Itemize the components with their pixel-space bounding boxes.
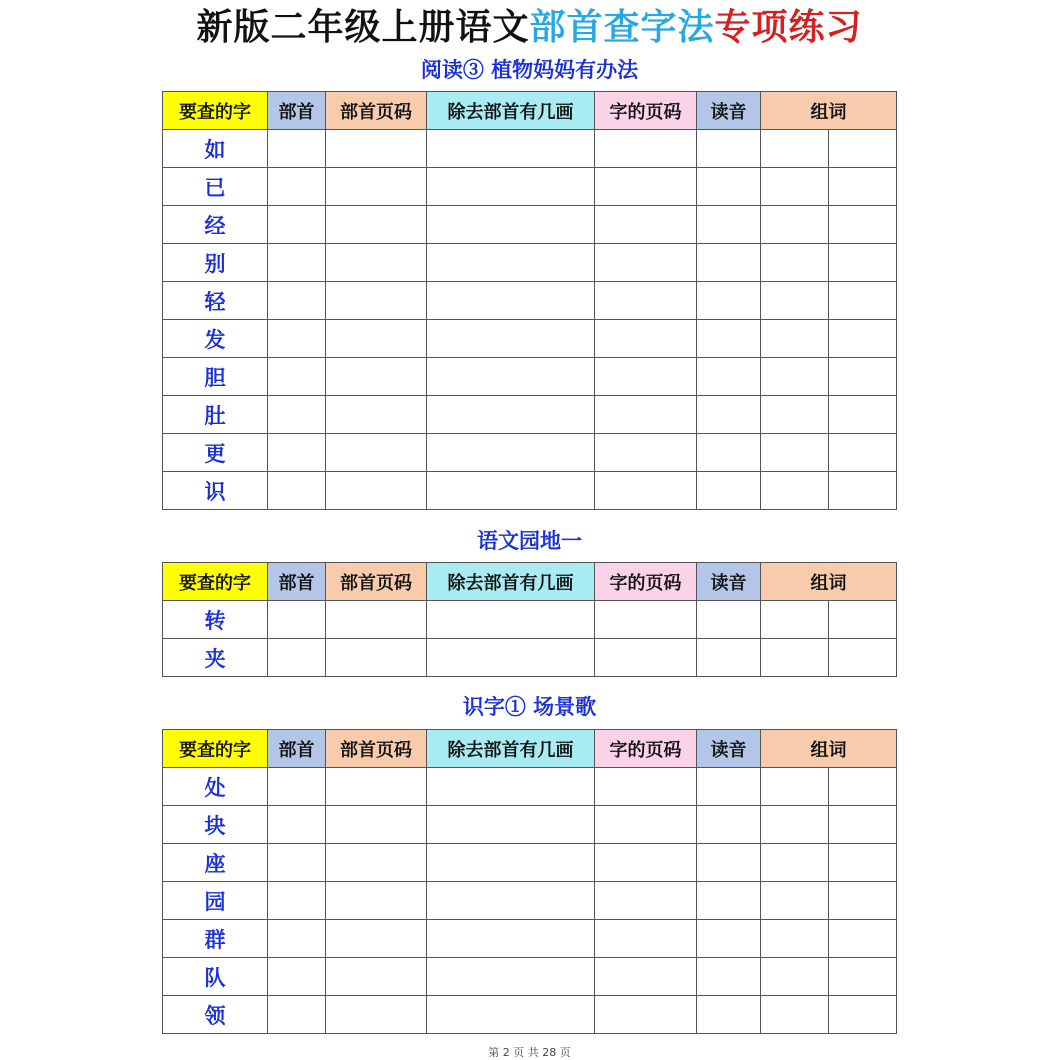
radical-page-cell[interactable]: [326, 958, 427, 996]
header-strokes: 除去部首有几画: [427, 563, 595, 601]
table-row: [163, 639, 897, 677]
char-page-cell[interactable]: [595, 958, 697, 996]
pinyin-cell[interactable]: [697, 472, 761, 510]
table-row: [163, 920, 897, 958]
word-cell-1[interactable]: [761, 639, 829, 677]
strokes-cell[interactable]: [427, 472, 595, 510]
lookup-char: 处: [163, 768, 268, 806]
section-title-2: 语文园地一: [477, 528, 582, 553]
section-title-3: 识字① 场景歌: [462, 694, 597, 719]
worksheet-table-2: [162, 562, 897, 677]
char-page-cell[interactable]: [595, 244, 697, 282]
header-words: 组词: [761, 730, 897, 768]
table-row: [163, 958, 897, 996]
radical-page-cell[interactable]: [326, 472, 427, 510]
radical-cell[interactable]: [268, 130, 326, 168]
header-row: [163, 730, 897, 768]
radical-page-cell[interactable]: [326, 996, 427, 1034]
lookup-char: 已: [163, 168, 268, 206]
table-row: [163, 168, 897, 206]
char-page-cell[interactable]: [595, 882, 697, 920]
radical-page-cell[interactable]: [326, 320, 427, 358]
radical-cell[interactable]: [268, 434, 326, 472]
lookup-char: 识: [163, 472, 268, 510]
table-row: [163, 882, 897, 920]
radical-page-cell[interactable]: [326, 639, 427, 677]
title-part-practice: 专项练习: [714, 6, 863, 48]
radical-cell[interactable]: [268, 882, 326, 920]
word-cell-1[interactable]: [761, 882, 829, 920]
word-cell-2[interactable]: [829, 472, 897, 510]
table-row: [163, 844, 897, 882]
radical-cell[interactable]: [268, 958, 326, 996]
pinyin-cell[interactable]: [697, 206, 761, 244]
radical-page-cell[interactable]: [326, 806, 427, 844]
word-cell-1[interactable]: [761, 130, 829, 168]
radical-cell[interactable]: [268, 768, 326, 806]
pinyin-cell[interactable]: [697, 320, 761, 358]
header-radical-page: 部首页码: [326, 92, 427, 130]
word-cell-2[interactable]: [829, 806, 897, 844]
strokes-cell[interactable]: [427, 130, 595, 168]
pinyin-cell[interactable]: [697, 601, 761, 639]
table-row: [163, 768, 897, 806]
lookup-char: 胆: [163, 358, 268, 396]
word-cell-2[interactable]: [829, 168, 897, 206]
lookup-char: 群: [163, 920, 268, 958]
table-row: [163, 358, 897, 396]
word-cell-2[interactable]: [829, 320, 897, 358]
word-cell-2[interactable]: [829, 358, 897, 396]
header-radical: 部首: [268, 92, 326, 130]
word-cell-1[interactable]: [761, 396, 829, 434]
table-row: [163, 601, 897, 639]
pinyin-cell[interactable]: [697, 282, 761, 320]
char-page-cell[interactable]: [595, 130, 697, 168]
radical-cell[interactable]: [268, 639, 326, 677]
char-page-cell[interactable]: [595, 206, 697, 244]
radical-page-cell[interactable]: [326, 882, 427, 920]
word-cell-2[interactable]: [829, 130, 897, 168]
lookup-char: 转: [163, 601, 268, 639]
word-cell-2[interactable]: [829, 244, 897, 282]
radical-page-cell[interactable]: [326, 206, 427, 244]
page-footer: 第 2 页 共 28 页: [488, 1046, 571, 1059]
header-pinyin: 读音: [697, 92, 761, 130]
strokes-cell[interactable]: [427, 958, 595, 996]
radical-page-cell[interactable]: [326, 358, 427, 396]
table-row: [163, 806, 897, 844]
word-cell-2[interactable]: [829, 844, 897, 882]
worksheet-table-1: [162, 91, 897, 510]
char-page-cell[interactable]: [595, 639, 697, 677]
table-row: [163, 996, 897, 1034]
radical-cell[interactable]: [268, 806, 326, 844]
header-char: 要查的字: [163, 92, 268, 130]
word-cell-1[interactable]: [761, 358, 829, 396]
header-pinyin: 读音: [697, 563, 761, 601]
radical-page-cell[interactable]: [326, 396, 427, 434]
table-row: [163, 472, 897, 510]
word-cell-2[interactable]: [829, 282, 897, 320]
table-row: [163, 320, 897, 358]
char-page-cell[interactable]: [595, 806, 697, 844]
radical-page-cell[interactable]: [326, 130, 427, 168]
strokes-cell[interactable]: [427, 320, 595, 358]
word-cell-2[interactable]: [829, 206, 897, 244]
char-page-cell[interactable]: [595, 434, 697, 472]
word-cell-1[interactable]: [761, 768, 829, 806]
word-cell-2[interactable]: [829, 996, 897, 1034]
word-cell-2[interactable]: [829, 601, 897, 639]
strokes-cell[interactable]: [427, 358, 595, 396]
char-page-cell[interactable]: [595, 601, 697, 639]
lookup-char: 肚: [163, 396, 268, 434]
lookup-char: 如: [163, 130, 268, 168]
table-row: [163, 396, 897, 434]
word-cell-1[interactable]: [761, 806, 829, 844]
char-page-cell[interactable]: [595, 396, 697, 434]
strokes-cell[interactable]: [427, 996, 595, 1034]
radical-page-cell[interactable]: [326, 282, 427, 320]
title-part-method: 部首查字法: [529, 6, 715, 48]
word-cell-2[interactable]: [829, 958, 897, 996]
radical-cell[interactable]: [268, 282, 326, 320]
radical-page-cell[interactable]: [326, 168, 427, 206]
word-cell-1[interactable]: [761, 244, 829, 282]
word-cell-1[interactable]: [761, 168, 829, 206]
pinyin-cell[interactable]: [697, 920, 761, 958]
pinyin-cell[interactable]: [697, 244, 761, 282]
header-words: 组词: [761, 563, 897, 601]
header-char: 要查的字: [163, 563, 268, 601]
strokes-cell[interactable]: [427, 244, 595, 282]
table-row: [163, 282, 897, 320]
lookup-char: 块: [163, 806, 268, 844]
word-cell-1[interactable]: [761, 472, 829, 510]
lookup-char: 队: [163, 958, 268, 996]
lookup-char: 发: [163, 320, 268, 358]
word-cell-1[interactable]: [761, 920, 829, 958]
radical-page-cell[interactable]: [326, 920, 427, 958]
pinyin-cell[interactable]: [697, 639, 761, 677]
char-page-cell[interactable]: [595, 168, 697, 206]
word-cell-1[interactable]: [761, 958, 829, 996]
header-row: [163, 92, 897, 130]
word-cell-2[interactable]: [829, 434, 897, 472]
pinyin-cell[interactable]: [697, 882, 761, 920]
char-page-cell[interactable]: [595, 996, 697, 1034]
lookup-char: 轻: [163, 282, 268, 320]
header-strokes: 除去部首有几画: [427, 92, 595, 130]
pinyin-cell[interactable]: [697, 958, 761, 996]
radical-cell[interactable]: [268, 396, 326, 434]
header-row: [163, 563, 897, 601]
radical-cell[interactable]: [268, 206, 326, 244]
worksheet-table-3: [162, 729, 897, 1034]
lookup-char: 经: [163, 206, 268, 244]
radical-cell[interactable]: [268, 920, 326, 958]
word-cell-2[interactable]: [829, 920, 897, 958]
word-cell-2[interactable]: [829, 639, 897, 677]
char-page-cell[interactable]: [595, 282, 697, 320]
radical-cell[interactable]: [268, 320, 326, 358]
header-char-page: 字的页码: [595, 730, 697, 768]
pinyin-cell[interactable]: [697, 844, 761, 882]
strokes-cell[interactable]: [427, 206, 595, 244]
char-page-cell[interactable]: [595, 844, 697, 882]
pinyin-cell[interactable]: [697, 130, 761, 168]
page-title: [0, 4, 1059, 50]
strokes-cell[interactable]: [427, 920, 595, 958]
lookup-char: 领: [163, 996, 268, 1034]
header-char-page: 字的页码: [595, 563, 697, 601]
header-radical-page: 部首页码: [326, 730, 427, 768]
pinyin-cell[interactable]: [697, 806, 761, 844]
word-cell-1[interactable]: [761, 206, 829, 244]
title-part-grade: 新版二年级上册语文: [196, 6, 530, 48]
word-cell-2[interactable]: [829, 882, 897, 920]
table-row: [163, 434, 897, 472]
radical-cell[interactable]: [268, 996, 326, 1034]
strokes-cell[interactable]: [427, 168, 595, 206]
pinyin-cell[interactable]: [697, 168, 761, 206]
table-row: [163, 244, 897, 282]
word-cell-1[interactable]: [761, 996, 829, 1034]
table-row: [163, 130, 897, 168]
radical-cell[interactable]: [268, 844, 326, 882]
word-cell-1[interactable]: [761, 844, 829, 882]
pinyin-cell[interactable]: [697, 768, 761, 806]
radical-cell[interactable]: [268, 601, 326, 639]
radical-page-cell[interactable]: [326, 434, 427, 472]
pinyin-cell[interactable]: [697, 996, 761, 1034]
strokes-cell[interactable]: [427, 639, 595, 677]
section-title-1: 阅读③ 植物妈妈有办法: [420, 57, 639, 82]
header-radical: 部首: [268, 730, 326, 768]
header-radical: 部首: [268, 563, 326, 601]
radical-cell[interactable]: [268, 168, 326, 206]
pinyin-cell[interactable]: [697, 434, 761, 472]
radical-cell[interactable]: [268, 244, 326, 282]
header-pinyin: 读音: [697, 730, 761, 768]
table-row: [163, 206, 897, 244]
lookup-char: 别: [163, 244, 268, 282]
pinyin-cell[interactable]: [697, 396, 761, 434]
lookup-char: 更: [163, 434, 268, 472]
lookup-char: 座: [163, 844, 268, 882]
lookup-char: 园: [163, 882, 268, 920]
strokes-cell[interactable]: [427, 806, 595, 844]
strokes-cell[interactable]: [427, 768, 595, 806]
word-cell-2[interactable]: [829, 768, 897, 806]
radical-cell[interactable]: [268, 472, 326, 510]
strokes-cell[interactable]: [427, 882, 595, 920]
char-page-cell[interactable]: [595, 768, 697, 806]
word-cell-2[interactable]: [829, 396, 897, 434]
lookup-char: 夹: [163, 639, 268, 677]
strokes-cell[interactable]: [427, 282, 595, 320]
char-page-cell[interactable]: [595, 320, 697, 358]
header-words: 组词: [761, 92, 897, 130]
char-page-cell[interactable]: [595, 472, 697, 510]
strokes-cell[interactable]: [427, 396, 595, 434]
word-cell-1[interactable]: [761, 434, 829, 472]
strokes-cell[interactable]: [427, 434, 595, 472]
radical-page-cell[interactable]: [326, 768, 427, 806]
header-char-page: 字的页码: [595, 92, 697, 130]
strokes-cell[interactable]: [427, 844, 595, 882]
header-strokes: 除去部首有几画: [427, 730, 595, 768]
radical-cell[interactable]: [268, 358, 326, 396]
word-cell-1[interactable]: [761, 320, 829, 358]
word-cell-1[interactable]: [761, 282, 829, 320]
strokes-cell[interactable]: [427, 601, 595, 639]
header-char: 要查的字: [163, 730, 268, 768]
radical-page-cell[interactable]: [326, 844, 427, 882]
char-page-cell[interactable]: [595, 358, 697, 396]
header-radical-page: 部首页码: [326, 563, 427, 601]
pinyin-cell[interactable]: [697, 358, 761, 396]
radical-page-cell[interactable]: [326, 244, 427, 282]
radical-page-cell[interactable]: [326, 601, 427, 639]
word-cell-1[interactable]: [761, 601, 829, 639]
char-page-cell[interactable]: [595, 920, 697, 958]
